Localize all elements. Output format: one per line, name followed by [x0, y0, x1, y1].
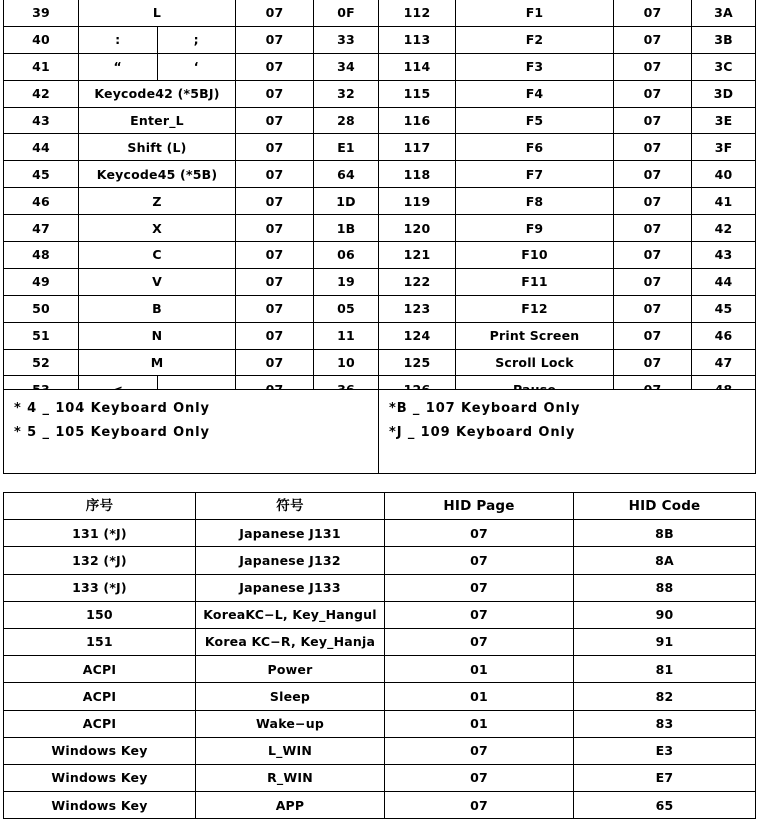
- cell-symbol: R_WIN: [196, 764, 385, 791]
- cell-hid-page: 07: [236, 215, 314, 242]
- cell-hid-code: 05: [314, 295, 379, 322]
- cell-hid-page: 07: [614, 215, 692, 242]
- cell-hid-code: 11: [314, 322, 379, 349]
- cell-symbol: Enter_L: [79, 107, 236, 134]
- cell-hid-page: 01: [385, 683, 574, 710]
- cell-index: ACPI: [4, 656, 196, 683]
- cell-hid-page: 07: [385, 764, 574, 791]
- cell-symbol: Japanese J133: [196, 574, 385, 601]
- cell-hid-code: 41: [692, 188, 756, 215]
- column-header-hid-page: HID Page: [385, 493, 574, 520]
- cell-symbol: F2: [456, 26, 614, 53]
- cell-index: 41: [4, 53, 79, 80]
- footnote-line: *J _ 109 Keyboard Only: [389, 425, 576, 441]
- cell-index: 131 (*J): [4, 520, 196, 547]
- cell-index: 39: [4, 0, 79, 26]
- cell-hid-code: 88: [574, 574, 756, 601]
- cell-symbol: V: [79, 268, 236, 295]
- cell-hid-code: 3B: [692, 26, 756, 53]
- table-row: [4, 268, 756, 295]
- cell-index: 133 (*J): [4, 574, 196, 601]
- cell-hid-code: E3: [574, 737, 756, 764]
- cell-symbol: Z: [79, 188, 236, 215]
- table-row: [4, 188, 756, 215]
- cell-index: 120: [379, 215, 456, 242]
- cell-index: 125: [379, 349, 456, 376]
- cell-symbol: Korea KC−R, Key_Hanja: [196, 628, 385, 655]
- cell-index: 52: [4, 349, 79, 376]
- footnote-line: * 5 _ 105 Keyboard Only: [14, 425, 210, 441]
- cell-symbol: F8: [456, 188, 614, 215]
- extended-keycode-table-wrap: [3, 492, 755, 819]
- cell-hid-code: 65: [574, 792, 756, 819]
- cell-symbol: L_WIN: [196, 737, 385, 764]
- cell-index: 47: [4, 215, 79, 242]
- table-row: [4, 764, 756, 791]
- cell-index: ACPI: [4, 683, 196, 710]
- cell-index: 46: [4, 188, 79, 215]
- cell-symbol: Sleep: [196, 683, 385, 710]
- cell-index: 113: [379, 26, 456, 53]
- cell-symbol: F5: [456, 107, 614, 134]
- cell-hid-code: 43: [692, 242, 756, 269]
- table-row: [4, 520, 756, 547]
- cell-index: 124: [379, 322, 456, 349]
- cell-hid-code: 40: [692, 161, 756, 188]
- cell-symbol: Power: [196, 656, 385, 683]
- cell-hid-code: 3A: [692, 0, 756, 26]
- cell-hid-code: 47: [692, 349, 756, 376]
- table-row: [4, 53, 756, 80]
- cell-hid-page: 07: [614, 53, 692, 80]
- cell-index: 151: [4, 628, 196, 655]
- cell-hid-page: 07: [236, 0, 314, 26]
- cell-symbol: N: [79, 322, 236, 349]
- table-row: [4, 0, 756, 26]
- cell-hid-code: 82: [574, 683, 756, 710]
- cell-hid-page: 07: [385, 574, 574, 601]
- cell-hid-code: 1D: [314, 188, 379, 215]
- cell-index: 51: [4, 322, 79, 349]
- cell-hid-page: 07: [614, 107, 692, 134]
- table-header-row: [4, 493, 756, 520]
- cell-hid-page: 07: [385, 628, 574, 655]
- cell-index: 48: [4, 242, 79, 269]
- table-row: [4, 683, 756, 710]
- cell-symbol-right: ‘: [157, 53, 236, 80]
- cell-index: Windows Key: [4, 737, 196, 764]
- cell-hid-code: 3E: [692, 107, 756, 134]
- table-row: [4, 161, 756, 188]
- cell-hid-page: 07: [614, 322, 692, 349]
- cell-hid-page: 07: [385, 520, 574, 547]
- cell-symbol: Wake−up: [196, 710, 385, 737]
- cell-hid-page: 07: [236, 53, 314, 80]
- column-header-index: 序号: [4, 493, 196, 520]
- cell-hid-code: 46: [692, 322, 756, 349]
- cell-symbol: F10: [456, 242, 614, 269]
- table-row: [4, 242, 756, 269]
- cell-index: 117: [379, 134, 456, 161]
- cell-hid-code: 34: [314, 53, 379, 80]
- cell-symbol: F4: [456, 80, 614, 107]
- cell-hid-page: 07: [385, 547, 574, 574]
- cell-index: 50: [4, 295, 79, 322]
- cell-hid-code: 42: [692, 215, 756, 242]
- footnote-cell-left: [4, 390, 379, 474]
- footnote-table: [3, 389, 756, 474]
- table-row: [4, 295, 756, 322]
- cell-index: 121: [379, 242, 456, 269]
- cell-hid-code: 19: [314, 268, 379, 295]
- cell-hid-code: 91: [574, 628, 756, 655]
- cell-hid-page: 07: [614, 80, 692, 107]
- cell-hid-code: E7: [574, 764, 756, 791]
- table-row: [4, 134, 756, 161]
- cell-hid-page: 07: [236, 242, 314, 269]
- table-row: [4, 107, 756, 134]
- cell-hid-page: 07: [614, 161, 692, 188]
- cell-symbol: F6: [456, 134, 614, 161]
- cell-hid-page: 07: [236, 134, 314, 161]
- cell-hid-page: 01: [385, 656, 574, 683]
- cell-symbol-left: “: [79, 53, 158, 80]
- cell-hid-code: 45: [692, 295, 756, 322]
- column-header-symbol: 符号: [196, 493, 385, 520]
- cell-hid-page: 07: [236, 322, 314, 349]
- cell-index: 118: [379, 161, 456, 188]
- cell-hid-page: 07: [614, 26, 692, 53]
- cell-hid-code: 3D: [692, 80, 756, 107]
- cell-index: Windows Key: [4, 792, 196, 819]
- cell-symbol: Shift (L): [79, 134, 236, 161]
- cell-index: 119: [379, 188, 456, 215]
- cell-hid-page: 07: [385, 737, 574, 764]
- cell-hid-page: 01: [385, 710, 574, 737]
- keycode-table-continued: [3, 0, 755, 403]
- cell-index: 44: [4, 134, 79, 161]
- cell-hid-page: 07: [236, 268, 314, 295]
- table-row: [4, 710, 756, 737]
- table-row: [4, 628, 756, 655]
- cell-symbol-left: :: [79, 26, 158, 53]
- cell-index: 42: [4, 80, 79, 107]
- cell-hid-code: 32: [314, 80, 379, 107]
- cell-symbol: X: [79, 215, 236, 242]
- cell-index: Windows Key: [4, 764, 196, 791]
- cell-hid-code: 10: [314, 349, 379, 376]
- cell-hid-page: 07: [614, 242, 692, 269]
- cell-symbol: M: [79, 349, 236, 376]
- table-row: [4, 349, 756, 376]
- cell-index: 112: [379, 0, 456, 26]
- cell-hid-code: 44: [692, 268, 756, 295]
- cell-symbol: F3: [456, 53, 614, 80]
- cell-symbol: L: [79, 0, 236, 26]
- cell-hid-page: 07: [236, 161, 314, 188]
- column-header-hid-code: HID Code: [574, 493, 756, 520]
- cell-symbol: F7: [456, 161, 614, 188]
- cell-hid-page: 07: [236, 295, 314, 322]
- cell-hid-code: 83: [574, 710, 756, 737]
- cell-symbol: F1: [456, 0, 614, 26]
- cell-hid-page: 07: [385, 792, 574, 819]
- cell-symbol: KoreaKC−L, Key_Hangul: [196, 601, 385, 628]
- cell-symbol: B: [79, 295, 236, 322]
- table-row: [4, 547, 756, 574]
- cell-symbol: F9: [456, 215, 614, 242]
- cell-symbol: C: [79, 242, 236, 269]
- cell-hid-page: 07: [614, 268, 692, 295]
- cell-hid-page: 07: [236, 349, 314, 376]
- cell-hid-code: 8A: [574, 547, 756, 574]
- cell-hid-page: 07: [236, 188, 314, 215]
- cell-hid-code: 8B: [574, 520, 756, 547]
- footnote-box: [3, 389, 755, 474]
- table-row: [4, 215, 756, 242]
- cell-index: 132 (*J): [4, 547, 196, 574]
- cell-index: 45: [4, 161, 79, 188]
- cell-hid-code: 81: [574, 656, 756, 683]
- cell-symbol: APP: [196, 792, 385, 819]
- cell-symbol: Print Screen: [456, 322, 614, 349]
- keycode-table: [3, 0, 756, 403]
- table-row: [4, 792, 756, 819]
- cell-hid-code: 3C: [692, 53, 756, 80]
- table-row: [4, 26, 756, 53]
- cell-hid-page: 07: [236, 80, 314, 107]
- footnote-cell-right: [379, 390, 756, 474]
- cell-hid-page: 07: [385, 601, 574, 628]
- cell-hid-page: 07: [236, 26, 314, 53]
- cell-hid-code: 28: [314, 107, 379, 134]
- table-row: [4, 574, 756, 601]
- cell-hid-code: 3F: [692, 134, 756, 161]
- table-row: [4, 322, 756, 349]
- cell-hid-page: 07: [614, 349, 692, 376]
- cell-hid-page: 07: [614, 0, 692, 26]
- cell-hid-code: 0F: [314, 0, 379, 26]
- cell-hid-code: 33: [314, 26, 379, 53]
- cell-hid-code: 90: [574, 601, 756, 628]
- cell-hid-code: 1B: [314, 215, 379, 242]
- cell-index: 49: [4, 268, 79, 295]
- cell-hid-page: 07: [236, 107, 314, 134]
- cell-index: 114: [379, 53, 456, 80]
- cell-symbol: Scroll Lock: [456, 349, 614, 376]
- cell-index: 115: [379, 80, 456, 107]
- cell-symbol-right: ;: [157, 26, 236, 53]
- cell-symbol: Keycode45 (*5B): [79, 161, 236, 188]
- cell-symbol: F12: [456, 295, 614, 322]
- table-row: [4, 656, 756, 683]
- footnote-line: * 4 _ 104 Keyboard Only: [14, 401, 210, 416]
- table-row: [4, 737, 756, 764]
- cell-symbol: Japanese J132: [196, 547, 385, 574]
- cell-index: 150: [4, 601, 196, 628]
- cell-hid-page: 07: [614, 134, 692, 161]
- cell-hid-code: 64: [314, 161, 379, 188]
- extended-keycode-table: [3, 492, 756, 819]
- cell-index: 40: [4, 26, 79, 53]
- cell-hid-page: 07: [614, 188, 692, 215]
- cell-symbol: Keycode42 (*5BJ): [79, 80, 236, 107]
- cell-index: 122: [379, 268, 456, 295]
- cell-index: 116: [379, 107, 456, 134]
- cell-index: ACPI: [4, 710, 196, 737]
- footnote-line: *B _ 107 Keyboard Only: [389, 401, 581, 416]
- cell-index: 43: [4, 107, 79, 134]
- footnote-row: [4, 390, 756, 474]
- table-row: [4, 80, 756, 107]
- cell-hid-page: 07: [614, 295, 692, 322]
- cell-hid-code: 06: [314, 242, 379, 269]
- cell-hid-code: E1: [314, 134, 379, 161]
- cell-index: 123: [379, 295, 456, 322]
- table-row: [4, 601, 756, 628]
- cell-symbol: F11: [456, 268, 614, 295]
- cell-symbol: Japanese J131: [196, 520, 385, 547]
